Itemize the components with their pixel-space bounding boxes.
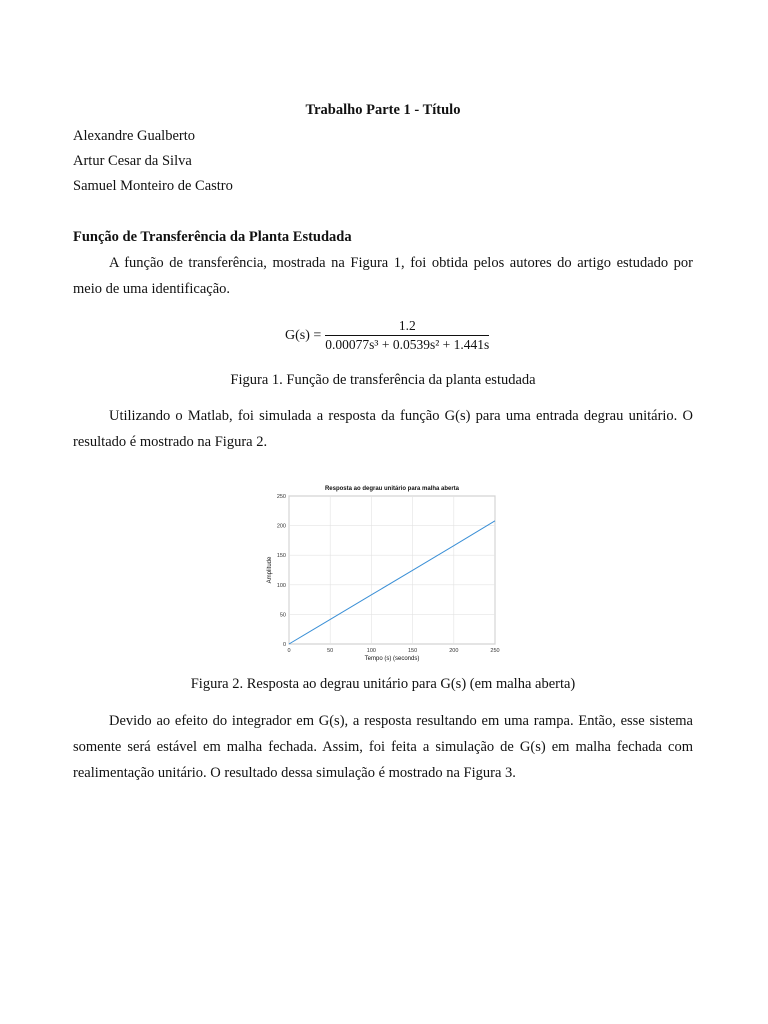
transfer-function-formula <box>285 318 489 353</box>
paragraph-3: Devido ao efeito do integrador em G(s), a resposta resultando em uma rampa. Então, esse sistema somente será estável em malha fechada. Assim, foi feita a simulação de G(s) em malha fechada com realimentação unitário. O resultado dessa simulação é mostrado na Figura 3. <box>73 713 693 781</box>
author-1: Alexandre Gualberto <box>73 128 195 144</box>
chart-title: Resposta ao degrau unitário para malha aberta <box>324 486 460 492</box>
formula-fraction <box>325 318 489 353</box>
plot-area <box>289 496 495 644</box>
y-tick-label: 200 <box>276 523 286 530</box>
y-tick-label: 100 <box>276 582 286 589</box>
x-tick-label: 50 <box>327 648 334 654</box>
x-tick-label: 200 <box>449 648 459 654</box>
y-axis-label: Amplitude <box>267 556 273 584</box>
formula-lhs: G(s) = <box>285 327 322 343</box>
x-tick-label: 100 <box>366 648 376 654</box>
section-heading: Função de Transferência da Planta Estudada <box>73 229 352 245</box>
formula-numerator: 1.2 <box>398 318 416 333</box>
chart-svg <box>263 478 503 668</box>
x-axis-label: Tempo (s) (seconds) <box>364 656 420 662</box>
paragraph-2: Utilizando o Matlab, foi simulada a resposta da função G(s) para uma entrada degrau unitário. O resultado é mostrado na Figura 2. <box>73 408 693 450</box>
y-tick-label: 0 <box>282 642 286 648</box>
document-title: Trabalho Parte 1 - Título <box>305 102 461 118</box>
formula-denominator: 0.00077s³ + 0.0539s² + 1.441s <box>325 337 490 352</box>
figure-1-caption: Figura 1. Função de transferência da planta estudada <box>230 372 536 388</box>
figure-2-caption: Figura 2. Resposta ao degrau unitário para G(s) (em malha aberta) <box>190 676 576 692</box>
x-tick-label: 0 <box>287 648 291 654</box>
x-tick-label: 250 <box>490 648 500 654</box>
step-response-chart <box>263 478 503 668</box>
y-tick-label: 150 <box>276 553 286 560</box>
paragraph-1: A função de transferência, mostrada na Figura 1, foi obtida pelos autores do artigo estudado por meio de uma identificação. <box>73 255 693 297</box>
y-tick-label: 50 <box>279 612 286 619</box>
author-2: Artur Cesar da Silva <box>73 153 192 169</box>
x-tick-label: 150 <box>408 648 418 654</box>
author-3: Samuel Monteiro de Castro <box>73 178 233 194</box>
y-tick-label: 250 <box>276 494 286 500</box>
